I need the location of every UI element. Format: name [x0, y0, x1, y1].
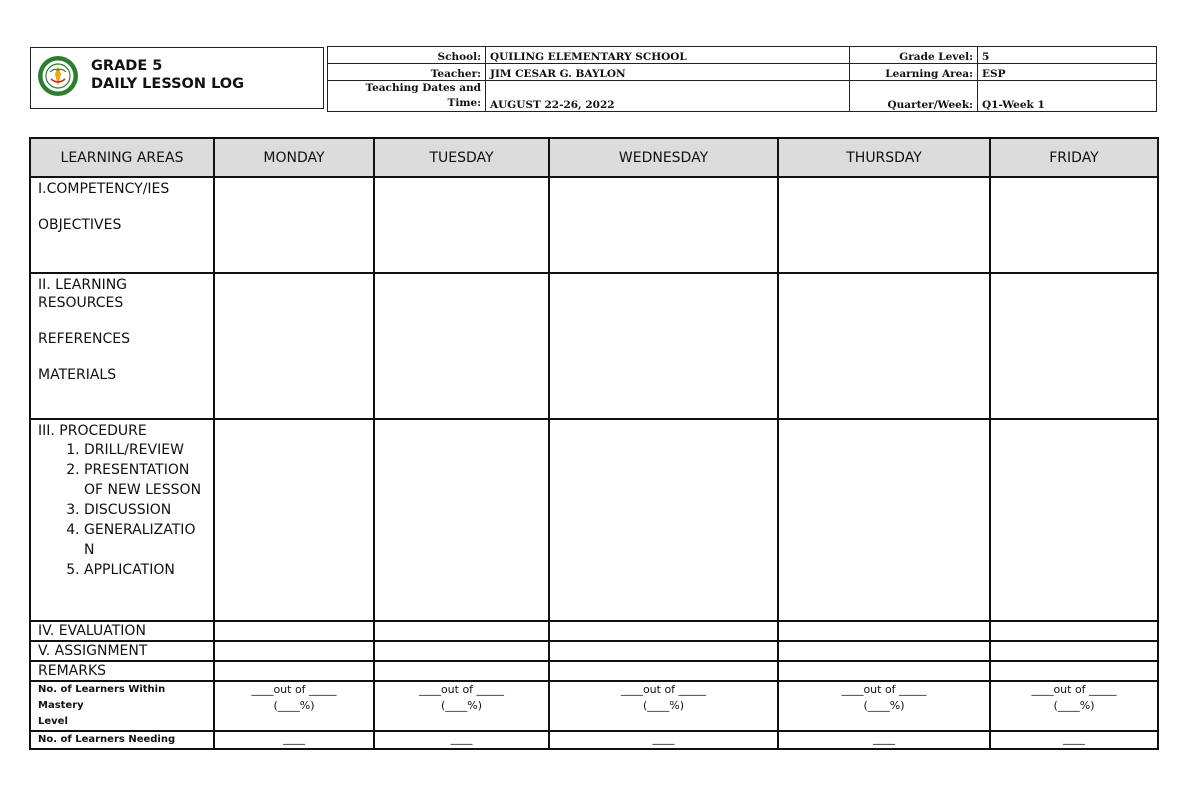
resources-wednesday-cell[interactable]	[549, 273, 778, 419]
mastery-thursday-cell[interactable]	[778, 681, 990, 731]
learning-title: II. LEARNING	[38, 277, 128, 293]
mastery-score-count: ____out of _____	[841, 683, 927, 696]
header-monday: MONDAY	[214, 138, 374, 177]
objectives-title: OBJECTIVES	[38, 217, 122, 233]
row-mastery	[30, 681, 1158, 731]
needing-monday-cell[interactable]: ____	[214, 731, 374, 749]
procedure-title: III. PROCEDURE	[38, 423, 147, 439]
mastery-score-percent: (____%)	[273, 699, 315, 712]
teaching-dates-label	[328, 81, 486, 112]
info-table	[327, 46, 1157, 112]
assignment-label: V. ASSIGNMENT	[30, 641, 214, 661]
resources-thursday-cell[interactable]	[778, 273, 990, 419]
mastery-score-percent: (____%)	[1053, 699, 1095, 712]
title-grade: GRADE 5	[91, 58, 163, 74]
needing-friday-cell[interactable]: ____	[990, 731, 1158, 749]
mastery-score-percent: (____%)	[642, 699, 685, 712]
evaluation-wednesday-cell[interactable]	[549, 621, 778, 641]
row-resources	[30, 273, 1158, 419]
remarks-tuesday-cell[interactable]	[374, 661, 549, 681]
school-seal-logo	[37, 55, 79, 97]
procedure-list	[38, 440, 207, 580]
teacher-label: Teacher:	[328, 64, 486, 81]
teaching-dates-value: AUGUST 22-26, 2022	[486, 81, 850, 112]
mastery-label-line2: Level	[38, 716, 68, 727]
needing-tuesday-cell[interactable]: ____	[374, 731, 549, 749]
info-row-teacher	[328, 64, 1157, 81]
procedure-item: 3. DISCUSSION	[84, 500, 207, 520]
mastery-score-count: ____out of _____	[1031, 683, 1117, 696]
procedure-tuesday-cell[interactable]	[374, 419, 549, 621]
remarks-label: REMARKS	[30, 661, 214, 681]
info-row-school	[328, 47, 1157, 64]
assignment-monday-cell[interactable]	[214, 641, 374, 661]
needing-wednesday-cell[interactable]: ____	[549, 731, 778, 749]
row-competency	[30, 177, 1158, 273]
mastery-score-percent: (____%)	[440, 699, 483, 712]
teaching-dates-label-line2: Time:	[447, 97, 481, 109]
competency-wednesday-cell[interactable]	[549, 177, 778, 273]
procedure-wednesday-cell[interactable]	[549, 419, 778, 621]
mastery-score-count: ____out of _____	[251, 683, 337, 696]
quarter-week-value: Q1-Week 1	[978, 81, 1157, 112]
competency-friday-cell[interactable]	[990, 177, 1158, 273]
header-thursday: THURSDAY	[778, 138, 990, 177]
info-row-dates	[328, 81, 1157, 112]
remarks-monday-cell[interactable]	[214, 661, 374, 681]
procedure-friday-cell[interactable]	[990, 419, 1158, 621]
references-title: REFERENCES	[38, 331, 131, 347]
mastery-score-count: ____out of _____	[418, 683, 505, 696]
row-procedure	[30, 419, 1158, 621]
resources-title: RESOURCES	[38, 295, 124, 311]
materials-title: MATERIALS	[38, 367, 117, 383]
needing-label: No. of Learners Needing	[30, 731, 214, 749]
grade-level-label: Grade Level:	[850, 47, 978, 64]
resources-friday-cell[interactable]	[990, 273, 1158, 419]
title-box	[30, 47, 324, 109]
mastery-label	[30, 681, 214, 731]
learning-area-value: ESP	[978, 64, 1157, 81]
competency-label	[30, 177, 214, 273]
resources-label	[30, 273, 214, 419]
assignment-friday-cell[interactable]	[990, 641, 1158, 661]
document-title	[91, 57, 244, 93]
competency-thursday-cell[interactable]	[778, 177, 990, 273]
mastery-friday-cell[interactable]	[990, 681, 1158, 731]
competency-tuesday-cell[interactable]	[374, 177, 549, 273]
evaluation-tuesday-cell[interactable]	[374, 621, 549, 641]
assignment-thursday-cell[interactable]	[778, 641, 990, 661]
evaluation-label: IV. EVALUATION	[30, 621, 214, 641]
procedure-monday-cell[interactable]	[214, 419, 374, 621]
procedure-thursday-cell[interactable]	[778, 419, 990, 621]
competency-monday-cell[interactable]	[214, 177, 374, 273]
header-wednesday: WEDNESDAY	[549, 138, 778, 177]
procedure-item: 5. APPLICATION	[84, 560, 207, 580]
header-tuesday: TUESDAY	[374, 138, 549, 177]
resources-tuesday-cell[interactable]	[374, 273, 549, 419]
grade-level-value: 5	[978, 47, 1157, 64]
resources-monday-cell[interactable]	[214, 273, 374, 419]
mastery-score-count: ____out of _____	[620, 683, 707, 696]
competency-title: I.COMPETENCY/IES	[38, 181, 170, 197]
row-evaluation	[30, 621, 1158, 641]
procedure-item: 4. GENERALIZATIO N	[84, 520, 207, 560]
procedure-item: 2. PRESENTATION OF NEW LESSON	[84, 460, 207, 500]
row-assignment	[30, 641, 1158, 661]
quarter-week-label: Quarter/Week:	[850, 81, 978, 112]
header-row	[30, 138, 1158, 177]
mastery-wednesday-cell[interactable]	[549, 681, 778, 731]
mastery-tuesday-cell[interactable]	[374, 681, 549, 731]
remarks-thursday-cell[interactable]	[778, 661, 990, 681]
learning-area-label: Learning Area:	[850, 64, 978, 81]
assignment-wednesday-cell[interactable]	[549, 641, 778, 661]
header-friday: FRIDAY	[990, 138, 1158, 177]
mastery-label-line1: No. of Learners Within Mastery	[38, 684, 166, 711]
school-value: QUILING ELEMENTARY SCHOOL	[486, 47, 850, 64]
teaching-dates-label-line1: Teaching Dates and	[365, 82, 481, 94]
procedure-label	[30, 419, 214, 621]
remarks-wednesday-cell[interactable]	[549, 661, 778, 681]
evaluation-friday-cell[interactable]	[990, 621, 1158, 641]
lesson-log-table	[29, 137, 1159, 750]
needing-thursday-cell[interactable]: ____	[778, 731, 990, 749]
remarks-friday-cell[interactable]	[990, 661, 1158, 681]
row-remarks	[30, 661, 1158, 681]
assignment-tuesday-cell[interactable]	[374, 641, 549, 661]
mastery-score-percent: (____%)	[863, 699, 905, 712]
teacher-value: JIM CESAR G. BAYLON	[486, 64, 850, 81]
procedure-item: 1. DRILL/REVIEW	[84, 440, 207, 460]
evaluation-monday-cell[interactable]	[214, 621, 374, 641]
row-needing	[30, 731, 1158, 749]
header-learning-areas: LEARNING AREAS	[30, 138, 214, 177]
school-label: School:	[328, 47, 486, 64]
mastery-monday-cell[interactable]	[214, 681, 374, 731]
title-log: DAILY LESSON LOG	[91, 76, 245, 92]
evaluation-thursday-cell[interactable]	[778, 621, 990, 641]
